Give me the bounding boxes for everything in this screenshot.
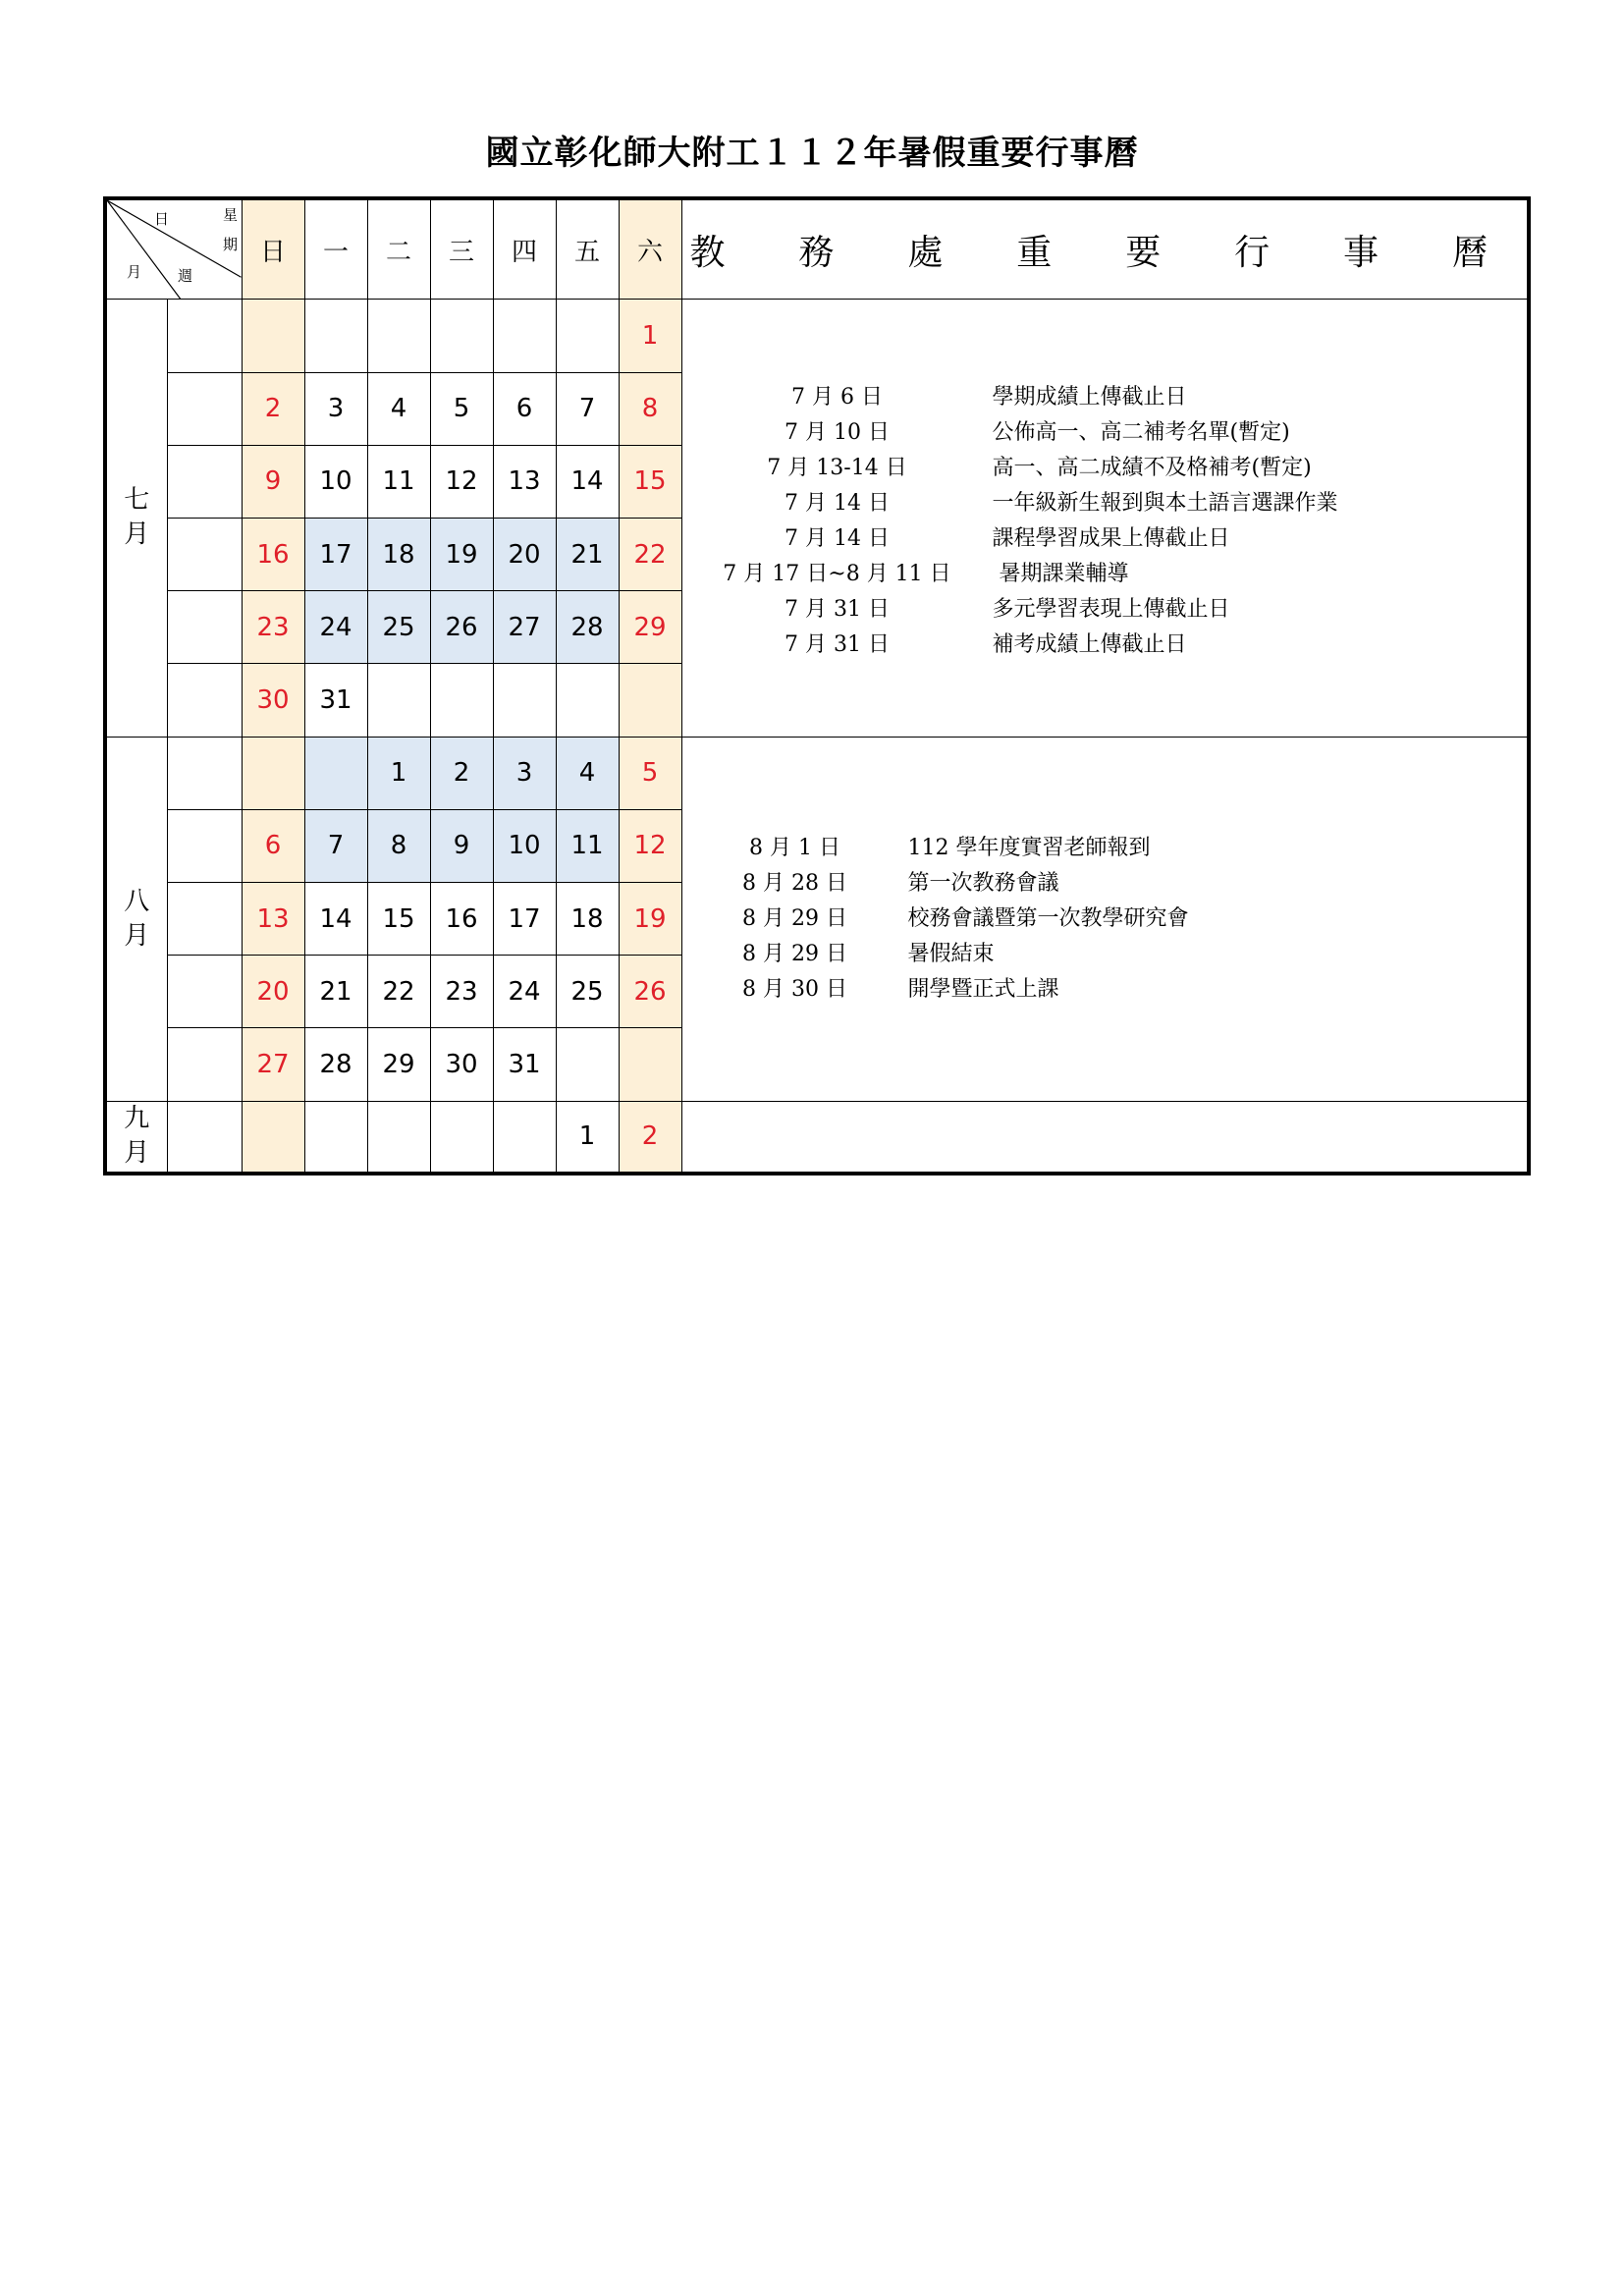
month-label-aug: 八 月 [105,737,167,1101]
day-number: 28 [570,612,604,642]
day-number: 20 [508,539,541,570]
day-cell [493,1101,556,1174]
day-number: 23 [256,612,290,642]
event-description: 暑假結束 [907,941,995,966]
day-number: 12 [633,831,667,861]
day-cell [430,372,493,445]
day-number: 25 [382,612,415,642]
weekday-header-tue: 二 [367,198,430,300]
day-number: 15 [382,903,415,934]
day-number: 9 [453,831,470,861]
day-number: 8 [390,831,407,861]
day-cell [493,737,556,809]
day-cell [430,956,493,1028]
day-number: 9 [264,466,282,497]
day-cell [619,883,681,956]
day-number: 29 [633,612,667,642]
day-number: 27 [508,612,541,642]
event-date: 8 月 1 日 [749,835,840,860]
day-cell [556,300,619,372]
day-cell [493,591,556,664]
event-item [682,415,1528,451]
day-cell [556,664,619,737]
day-number: 14 [570,466,604,497]
day-number: 3 [327,394,345,424]
week-row [105,300,1529,372]
event-item [682,937,1528,972]
events-header-title [682,225,1528,275]
events-list-september [681,1101,1529,1174]
day-cell [430,883,493,956]
day-cell [430,445,493,518]
week-number-cell [167,883,242,956]
event-date: 7 月 10 日 [785,420,890,446]
event-item [682,557,1528,592]
calendar-table [103,196,1531,1175]
day-cell [493,445,556,518]
events-header-char: 處 [907,232,944,273]
day-number: 4 [390,394,407,424]
day-number: 16 [445,903,478,934]
day-cell [367,300,430,372]
event-item [682,592,1528,628]
event-item [682,902,1528,937]
corner-week-label: 週 [178,267,193,285]
week-number-cell [167,300,242,372]
day-number: 18 [382,539,415,570]
day-number: 22 [382,976,415,1007]
day-cell [493,664,556,737]
day-number: 21 [570,539,604,570]
event-date: 7 月 14 日 [785,491,890,517]
day-cell [242,1101,304,1174]
day-cell [367,1028,430,1101]
day-cell [242,372,304,445]
event-item [682,451,1528,486]
day-number: 18 [570,903,604,934]
day-cell [242,591,304,664]
event-date: 7 月 14 日 [785,526,890,552]
event-description: 暑期課業輔導 [992,562,1129,587]
events-header-char: 務 [798,232,835,273]
day-number: 17 [319,539,352,570]
corner-weekday-label-1: 星 [223,206,239,224]
header-corner-cell [105,198,242,300]
event-description: 學期成績上傳截止日 [992,385,1187,410]
day-number: 30 [256,685,290,715]
day-number: 2 [641,1121,659,1152]
day-number: 6 [264,831,282,861]
day-number: 1 [641,320,659,351]
day-cell [619,809,681,882]
day-number: 2 [264,394,282,424]
day-cell [367,1101,430,1174]
day-cell [556,809,619,882]
events-list-july [681,300,1529,737]
day-cell [242,883,304,956]
day-number: 16 [256,539,290,570]
week-number-cell [167,372,242,445]
event-date: 8 月 28 日 [742,870,847,896]
day-cell [556,883,619,956]
day-number: 31 [319,685,352,715]
events-header-char: 行 [1234,232,1271,273]
day-cell [430,809,493,882]
day-number: 24 [319,612,352,642]
day-cell [367,737,430,809]
day-cell [556,372,619,445]
day-cell [304,737,367,809]
day-number: 1 [390,758,407,789]
event-item [682,380,1528,415]
day-number: 6 [515,394,533,424]
day-cell [430,1028,493,1101]
event-date: 8 月 30 日 [742,976,847,1002]
day-cell [367,883,430,956]
day-cell [556,591,619,664]
event-item [682,486,1528,521]
day-number: 25 [570,976,604,1007]
day-number: 19 [633,903,667,934]
day-cell [367,445,430,518]
event-date: 7 月 31 日 [785,597,890,623]
week-number-cell [167,809,242,882]
events-header-char: 事 [1343,232,1380,273]
week-number-cell [167,1101,242,1174]
day-cell [242,300,304,372]
day-cell [367,518,430,590]
day-number: 28 [319,1050,352,1080]
event-date: 7 月 6 日 [791,385,883,410]
week-number-cell [167,518,242,590]
day-number: 21 [319,976,352,1007]
week-number-cell [167,737,242,809]
day-number: 30 [445,1050,478,1080]
day-cell [556,737,619,809]
event-item [682,972,1528,1008]
day-cell [304,809,367,882]
day-cell [430,664,493,737]
day-cell [304,956,367,1028]
day-cell [304,372,367,445]
day-number: 10 [319,466,352,497]
day-number: 4 [578,758,596,789]
day-number: 26 [633,976,667,1007]
day-cell [493,883,556,956]
day-number: 12 [445,466,478,497]
day-cell [304,1101,367,1174]
event-date: 7 月 13-14 日 [767,456,907,481]
day-cell [304,300,367,372]
day-number: 1 [578,1121,596,1152]
month-label-sep: 九 月 [105,1101,167,1174]
day-number: 11 [570,831,604,861]
day-cell [430,300,493,372]
event-description: 一年級新生報到與本土語言選課作業 [992,491,1338,517]
weekday-header-fri: 五 [556,198,619,300]
day-cell [367,809,430,882]
day-cell [304,445,367,518]
events-header-char: 要 [1125,232,1162,273]
week-row [105,737,1529,809]
event-description: 第一次教務會議 [907,870,1059,896]
week-number-cell [167,664,242,737]
day-number: 26 [445,612,478,642]
day-number: 23 [445,976,478,1007]
day-cell [430,1101,493,1174]
weekday-header-wed: 三 [430,198,493,300]
event-date: 7 月 31 日 [785,632,890,658]
day-number: 7 [578,394,596,424]
event-date: 8 月 29 日 [742,941,847,966]
day-cell [304,1028,367,1101]
day-cell [619,518,681,590]
week-number-cell [167,1028,242,1101]
month-label-jul: 七 月 [105,300,167,737]
page-title: 國立彰化師大附工１１２年暑假重要行事曆 [485,134,1139,173]
day-cell [242,518,304,590]
weekday-header-mon: 一 [304,198,367,300]
header-row [105,198,1529,300]
day-cell [430,518,493,590]
day-cell [493,372,556,445]
day-cell [556,956,619,1028]
day-cell [619,1028,681,1101]
week-number-cell [167,956,242,1028]
events-header-char: 教 [689,232,726,273]
day-number: 3 [515,758,533,789]
corner-diagonal-lines [107,200,242,299]
day-number: 10 [508,831,541,861]
event-description: 校務會議暨第一次教學研究會 [907,905,1189,931]
day-cell [619,372,681,445]
day-number: 24 [508,976,541,1007]
events-header-char: 曆 [1451,232,1488,273]
weekday-header-sun: 日 [242,198,304,300]
day-number: 31 [508,1050,541,1080]
week-number-cell [167,591,242,664]
day-number: 5 [641,758,659,789]
day-cell [619,737,681,809]
day-number: 15 [633,466,667,497]
day-cell [556,518,619,590]
week-row [105,1101,1529,1174]
event-description: 公佈高一、高二補考名單(暫定) [992,420,1290,446]
event-item [682,831,1528,866]
day-cell [367,956,430,1028]
event-date: 8 月 29 日 [742,905,847,931]
event-item [682,628,1528,663]
corner-month-label: 月 [127,263,142,281]
day-cell [304,518,367,590]
weekday-header-sat: 六 [619,198,681,300]
day-cell [367,591,430,664]
day-cell [430,737,493,809]
day-number: 17 [508,903,541,934]
day-number: 8 [641,394,659,424]
weekday-header-thu: 四 [493,198,556,300]
event-description: 課程學習成果上傳截止日 [992,526,1230,552]
day-number: 13 [256,903,290,934]
day-number: 2 [453,758,470,789]
events-header-char: 重 [1016,232,1053,273]
event-date: 7 月 17 日~8 月 11 日 [723,562,951,587]
day-number: 27 [256,1050,290,1080]
day-cell [556,1028,619,1101]
event-description: 補考成績上傳截止日 [992,632,1187,658]
day-cell [556,445,619,518]
events-list-august [681,737,1529,1101]
event-item [682,521,1528,557]
day-cell [619,664,681,737]
day-number: 22 [633,539,667,570]
day-cell [242,1028,304,1101]
day-cell [304,883,367,956]
day-cell [430,591,493,664]
day-cell [619,591,681,664]
day-cell [304,591,367,664]
day-cell [493,1028,556,1101]
day-number: 14 [319,903,352,934]
day-number: 13 [508,466,541,497]
day-cell [493,518,556,590]
day-cell [493,809,556,882]
corner-weekday-label-2: 期 [223,236,239,253]
day-cell [242,664,304,737]
day-cell [619,300,681,372]
day-number: 29 [382,1050,415,1080]
day-cell [242,445,304,518]
day-cell [619,956,681,1028]
day-number: 7 [327,831,345,861]
day-number: 11 [382,466,415,497]
day-cell [367,664,430,737]
event-description: 高一、高二成績不及格補考(暫定) [992,456,1312,481]
corner-day-label: 日 [154,210,170,228]
day-cell [367,372,430,445]
day-number: 19 [445,539,478,570]
day-cell [493,300,556,372]
day-cell [619,1101,681,1174]
day-number: 20 [256,976,290,1007]
day-cell [556,1101,619,1174]
day-cell [242,956,304,1028]
day-cell [304,664,367,737]
event-description: 112 學年度實習老師報到 [907,835,1151,860]
events-header-cell [681,198,1529,300]
day-cell [242,737,304,809]
event-description: 多元學習表現上傳截止日 [992,597,1230,623]
week-number-cell [167,445,242,518]
day-cell [619,445,681,518]
day-cell [493,956,556,1028]
day-number: 5 [453,394,470,424]
day-cell [242,809,304,882]
event-item [682,866,1528,902]
event-description: 開學暨正式上課 [907,976,1059,1002]
